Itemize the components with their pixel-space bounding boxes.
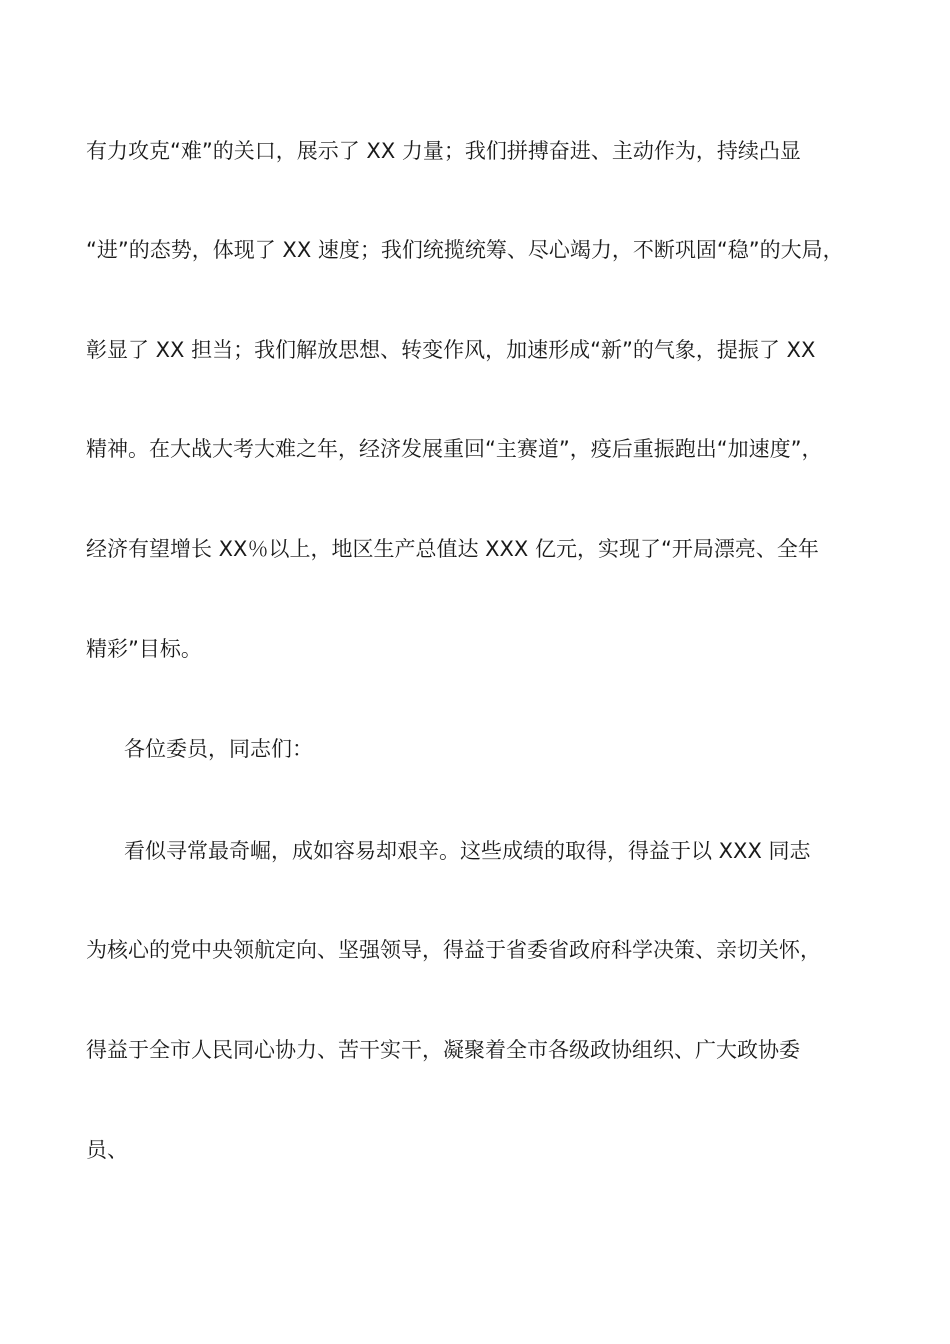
paragraph-line-4: 精神。在大战大考大难之年，经济发展重回“主赛道”，疫后重振跑出“加速度”， — [86, 437, 823, 461]
paragraph-line-5: 经济有望增长 XX％以上，地区生产总值达 XXX 亿元，实现了“开局漂亮、全年 — [86, 537, 819, 561]
paragraph-line-7: 看似寻常最奇崛，成如容易却艰辛。这些成绩的取得，得益于以 XXX 同志 — [124, 839, 811, 863]
paragraph-line-2: “进”的态势，体现了 XX 速度；我们统揽统筹、尽心竭力，不断巩固“稳”的大局， — [86, 238, 844, 262]
paragraph-line-8: 为核心的党中央领航定向、坚强领导，得益于省委省政府科学决策、亲切关怀， — [86, 938, 821, 962]
salutation-line: 各位委员，同志们： — [124, 737, 313, 761]
paragraph-line-6: 精彩”目标。 — [86, 637, 202, 661]
paragraph-line-1: 有力攻克“难”的关口，展示了 XX 力量；我们拼搏奋进、主动作为，持续凸显 — [86, 139, 801, 163]
paragraph-line-9: 得益于全市人民同心协力、苦干实干，凝聚着全市各级政协组织、广大政协委 — [86, 1038, 800, 1062]
paragraph-line-3: 彰显了 XX 担当；我们解放思想、转变作风，加速形成“新”的气象，提振了 XX — [86, 338, 816, 362]
paragraph-line-10: 员、 — [86, 1138, 128, 1162]
